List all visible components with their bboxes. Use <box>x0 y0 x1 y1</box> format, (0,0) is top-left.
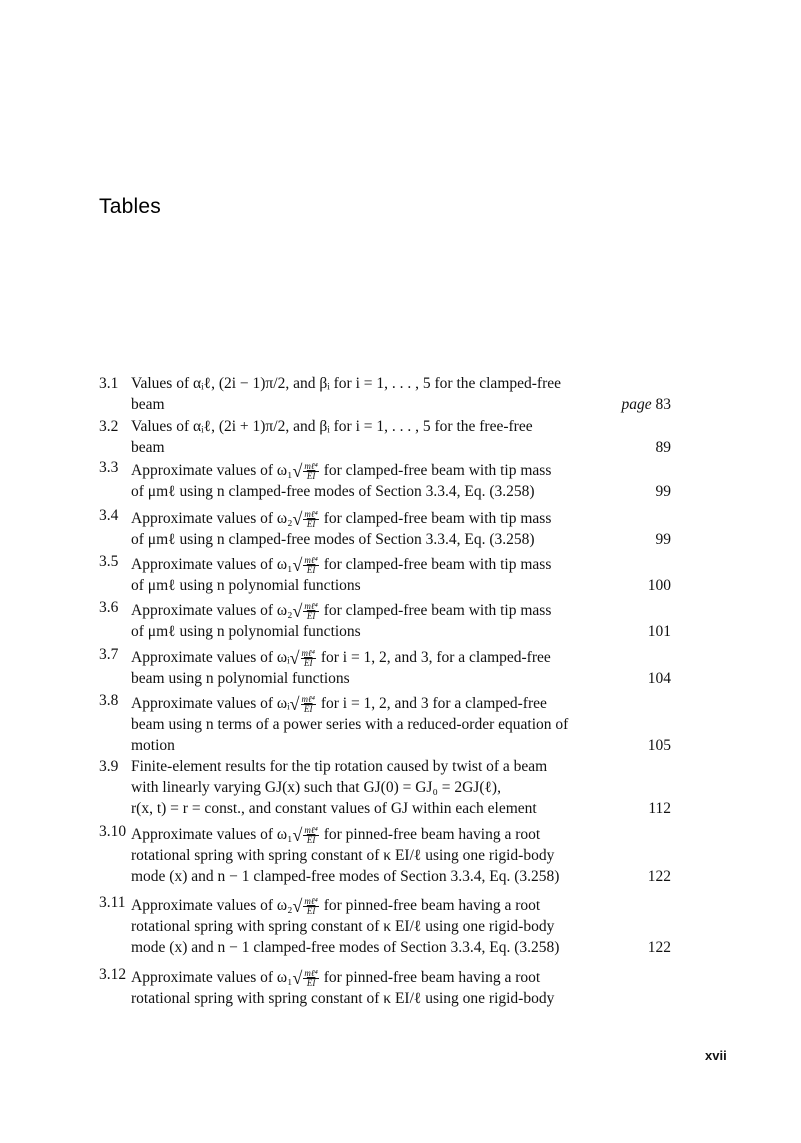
radical-sign: √ <box>292 825 303 846</box>
entry-line: rotational spring with spring constant of κ EI/ℓ using one rigid-body <box>131 918 555 935</box>
page-value: 122 <box>647 939 671 956</box>
entry-text: for pinned-free beam having a root <box>319 969 541 986</box>
entry-text: Approximate values of ω₂ <box>131 897 293 914</box>
radical-sign: √ <box>292 896 303 917</box>
formula-fraction <box>303 462 318 481</box>
entry-text: Approximate values of ω₁ <box>131 826 293 843</box>
table-caption <box>131 690 613 756</box>
entry-line <box>131 892 613 916</box>
table-caption <box>131 597 613 642</box>
entry-text: Approximate values of ω₁ <box>131 969 293 986</box>
table-number: 3.8 <box>99 692 119 709</box>
page-number <box>648 575 671 596</box>
radical-sign: √ <box>292 555 303 576</box>
page-value: 112 <box>648 800 671 817</box>
formula-denominator: EI <box>306 610 316 621</box>
formula-numerator: mℓ⁴ <box>304 967 318 978</box>
page-value: 99 <box>655 483 671 500</box>
entry-line: r(x, t) = r = const., and constant values of GJ within each element <box>131 800 537 817</box>
entry-text: Approximate values of ω₁ <box>131 556 293 573</box>
entry-line: rotational spring with spring constant of κ EI/ℓ using one rigid-body <box>131 847 555 864</box>
table-caption <box>131 821 613 887</box>
table-number: 3.9 <box>99 758 119 775</box>
formula-denominator: EI <box>303 657 313 668</box>
page-value: 89 <box>655 439 671 456</box>
table-caption <box>131 551 613 596</box>
entry-line: mode (x) and n − 1 clamped-free modes of Section 3.3.4, Eq. (3.258) <box>131 868 560 885</box>
page-number <box>648 866 671 887</box>
entry-text: Approximate values of ωᵢ <box>131 649 290 666</box>
formula-fraction <box>303 602 318 621</box>
radical-sign: √ <box>292 601 303 622</box>
table-caption <box>131 505 613 550</box>
entry-text: for clamped-free beam with tip mass <box>319 462 552 479</box>
page-number <box>656 481 672 502</box>
formula-numerator: mℓ⁴ <box>301 693 315 704</box>
formula-denominator: EI <box>306 518 316 529</box>
entry-line <box>131 821 613 845</box>
page-value: 104 <box>647 670 671 687</box>
page-value: 105 <box>647 737 671 754</box>
entry-line <box>131 505 613 529</box>
table-number: 3.12 <box>99 966 127 983</box>
formula-numerator: mℓ⁴ <box>304 895 318 906</box>
formula-numerator: mℓ⁴ <box>304 824 318 835</box>
page-number <box>648 668 671 689</box>
table-number: 3.10 <box>99 823 127 840</box>
formula-fraction <box>303 826 318 845</box>
entry-line: mode (x) and n − 1 clamped-free modes of Section 3.3.4, Eq. (3.258) <box>131 939 560 956</box>
entry-text: for clamped-free beam with tip mass <box>319 602 552 619</box>
formula-denominator: EI <box>306 905 316 916</box>
formula-denominator: EI <box>306 977 316 988</box>
radical-sign: √ <box>289 694 300 715</box>
entry-line: of μmℓ using n polynomial functions <box>131 577 361 594</box>
page-value: 100 <box>647 577 671 594</box>
entry-line: beam using n polynomial functions <box>131 670 350 687</box>
formula-fraction <box>303 556 318 575</box>
radical-sign: √ <box>292 461 303 482</box>
table-number: 3.11 <box>99 894 126 911</box>
entry-line: beam <box>131 439 165 456</box>
page-value: 122 <box>647 868 671 885</box>
page-number <box>656 437 672 458</box>
table-caption <box>131 416 613 458</box>
entry-text: Approximate values of ω₂ <box>131 602 293 619</box>
formula-fraction <box>301 695 316 714</box>
table-number: 3.1 <box>99 375 119 392</box>
table-caption <box>131 373 613 415</box>
entry-line: motion <box>131 737 175 754</box>
entry-line: of μmℓ using n clamped-free modes of Section 3.3.4, Eq. (3.258) <box>131 531 535 548</box>
page-number <box>648 735 671 756</box>
page-folio: xvii <box>705 1048 727 1063</box>
entry-line: beam <box>131 396 165 413</box>
entry-text: for pinned-free beam having a root <box>319 897 541 914</box>
entry-text: Approximate values of ωᵢ <box>131 695 290 712</box>
entry-text: for i = 1, 2, and 3, for a clamped-free <box>316 649 551 666</box>
entry-text: Approximate values of ω₁ <box>131 462 293 479</box>
table-caption <box>131 964 613 1009</box>
formula-fraction <box>303 897 318 916</box>
formula-fraction <box>301 649 316 668</box>
table-number: 3.2 <box>99 418 119 435</box>
page-heading: Tables <box>99 195 161 218</box>
page-value: 101 <box>647 623 671 640</box>
entry-line: rotational spring with spring constant of κ EI/ℓ using one rigid-body <box>131 990 555 1007</box>
formula-denominator: EI <box>306 470 316 481</box>
radical-sign: √ <box>289 648 300 669</box>
formula-numerator: mℓ⁴ <box>304 460 318 471</box>
page-prefix: page <box>621 396 656 413</box>
formula-numerator: mℓ⁴ <box>301 647 315 658</box>
table-number: 3.4 <box>99 507 119 524</box>
page-number <box>648 798 671 819</box>
table-number: 3.6 <box>99 599 119 616</box>
table-number: 3.7 <box>99 646 119 663</box>
entry-line: of μmℓ using n clamped-free modes of Section 3.3.4, Eq. (3.258) <box>131 483 535 500</box>
entry-text: for pinned-free beam having a root <box>319 826 541 843</box>
entry-line <box>131 644 613 668</box>
formula-fraction <box>303 969 318 988</box>
entry-text: Approximate values of ω₂ <box>131 510 293 527</box>
entry-line: of μmℓ using n polynomial functions <box>131 623 361 640</box>
page-value: 99 <box>655 531 671 548</box>
entry-line: Finite-element results for the tip rotation caused by twist of a beam <box>131 758 548 775</box>
formula-numerator: mℓ⁴ <box>304 508 318 519</box>
table-caption <box>131 457 613 502</box>
radical-sign: √ <box>292 509 303 530</box>
formula-fraction <box>303 510 318 529</box>
radical-sign: √ <box>292 968 303 989</box>
formula-numerator: mℓ⁴ <box>304 554 318 565</box>
page-number <box>621 394 671 415</box>
entry-line: Values of αᵢℓ, (2i + 1)π/2, and βᵢ for i = 1, . . . , 5 for the free-free <box>131 418 533 435</box>
entry-line <box>131 551 613 575</box>
table-caption <box>131 756 613 819</box>
page-number <box>648 621 671 642</box>
formula-numerator: mℓ⁴ <box>304 600 318 611</box>
formula-denominator: EI <box>306 564 316 575</box>
entry-line <box>131 964 613 988</box>
page-value: 83 <box>655 396 671 413</box>
entry-line: beam using n terms of a power series with a reduced-order equation of <box>131 716 569 733</box>
entry-text: for clamped-free beam with tip mass <box>319 556 552 573</box>
formula-denominator: EI <box>306 834 316 845</box>
table-caption <box>131 644 613 689</box>
formula-denominator: EI <box>303 703 313 714</box>
page-number <box>656 529 672 550</box>
page-number <box>648 937 671 958</box>
entry-line: Values of αᵢℓ, (2i − 1)π/2, and βᵢ for i = 1, . . . , 5 for the clamped-free <box>131 375 561 392</box>
entry-line <box>131 690 613 714</box>
entry-text: for clamped-free beam with tip mass <box>319 510 552 527</box>
entry-line: with linearly varying GJ(x) such that GJ(0) = GJ₀ = 2GJ(ℓ), <box>131 779 501 796</box>
entry-text: for i = 1, 2, and 3 for a clamped-free <box>316 695 547 712</box>
entry-line <box>131 457 613 481</box>
table-caption <box>131 892 613 958</box>
entry-line <box>131 597 613 621</box>
table-number: 3.3 <box>99 459 119 476</box>
table-number: 3.5 <box>99 553 119 570</box>
